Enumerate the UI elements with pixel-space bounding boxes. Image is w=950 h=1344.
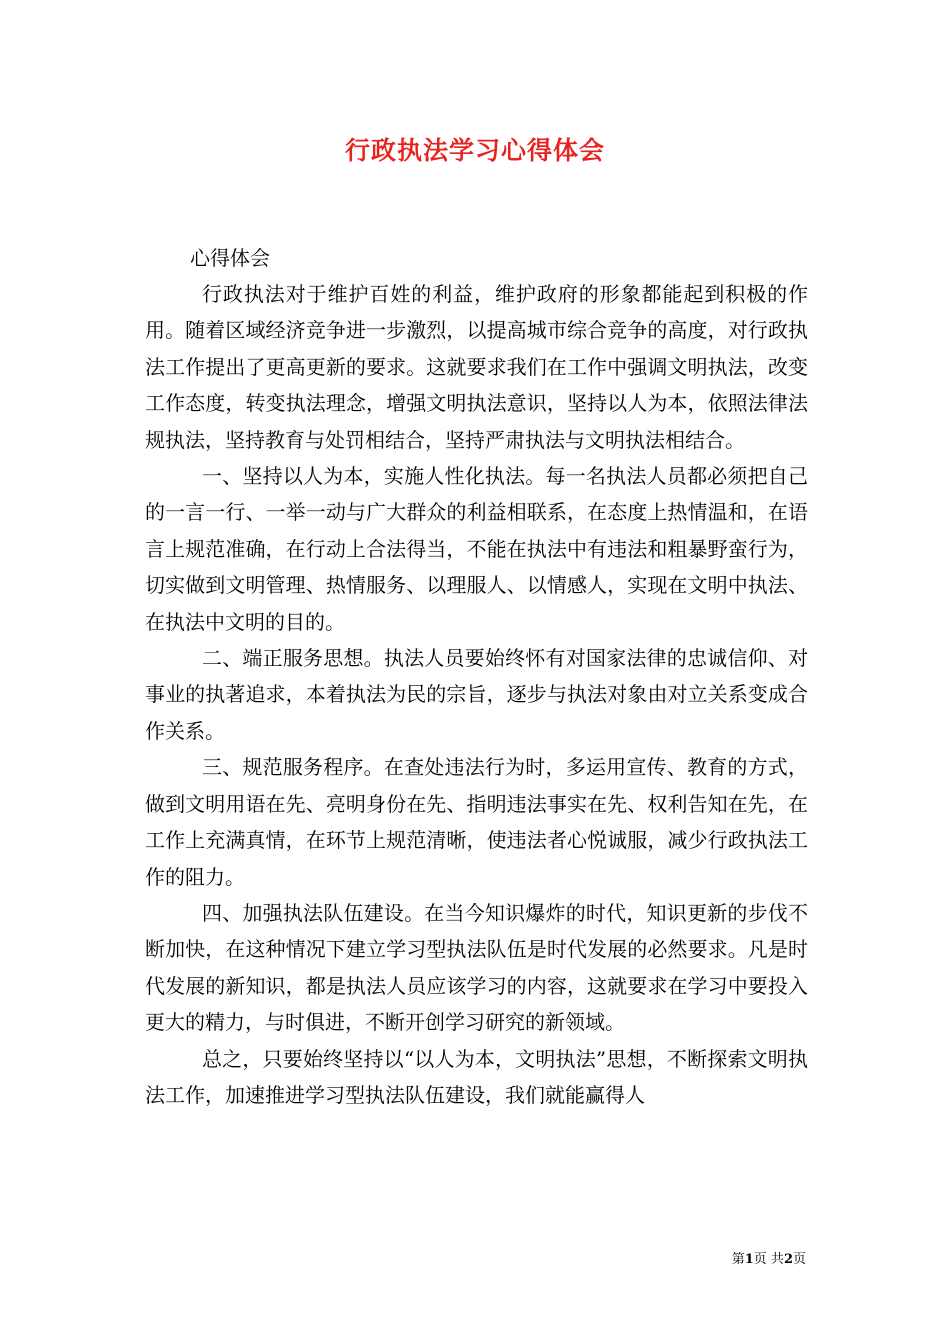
page-number-footer — [732, 1248, 806, 1267]
footer-suffix: 页 — [792, 1252, 806, 1267]
paragraph-point-two: 二、端正服务思想。执法人员要始终怀有对国家法律的忠诚信仰、对事业的执著追求，本着执法为民的宗旨，逐步与执法对象由对立关系变成合作关系。 — [145, 646, 808, 743]
footer-prefix: 第 — [731, 1252, 745, 1267]
paragraph-point-one: 一、坚持以人为本，实施人性化执法。每一名执法人员都必须把自己的一言一行、一举一动与广大群众的利益相联系，在态度上热情温和，在语言上规范准确，在行动上合法得当，不能在执法中有违法和粗暴野蛮行为，切实做到文明管理、热情服务、以理服人、以情感人，实现在文明中执法、在执法中文明的目的。 — [145, 464, 808, 634]
footer-total-pages: 2 — [783, 1252, 793, 1267]
document-subtitle: 心得体会 — [190, 246, 270, 270]
document-title: 行政执法学习心得体会 — [344, 136, 605, 165]
footer-middle: 页 共 — [753, 1252, 784, 1267]
paragraph-conclusion: 总之，只要始终坚持以“以人为本，文明执法”思想，不断探索文明执法工作，加速推进学习型执法队伍建设，我们就能赢得人 — [145, 1046, 808, 1107]
paragraph-intro: 行政执法对于维护百姓的利益，维护政府的形象都能起到积极的作用。随着区域经济竞争进一步激烈，以提高城市综合竞争的高度，对行政执法工作提出了更高更新的要求。这就要求我们在工作中强调文明执法，改变工作态度，转变执法理念，增强文明执法意识，坚持以人为本，依照法律法规执法，坚持教育与处罚相结合，坚持严肃执法与文明执法相结合。 — [145, 282, 808, 452]
document-body — [145, 240, 808, 1113]
paragraph-point-three: 三、规范服务程序。在查处违法行为时，多运用宣传、教育的方式，做到文明用语在先、亮明身份在先、指明违法事实在先、权利告知在先，在工作上充满真情，在环节上规范清晰，使违法者心悦诚服，减少行政执法工作的阻力。 — [145, 755, 808, 889]
paragraph-point-four: 四、加强执法队伍建设。在当今知识爆炸的时代，知识更新的步伐不断加快，在这种情况下建立学习型执法队伍是时代发展的必然要求。凡是时代发展的新知识，都是执法人员应该学习的内容，这就要求在学习中要投入更大的精力，与时俱进，不断开创学习研究的新领域。 — [145, 900, 808, 1035]
footer-current-page: 1 — [744, 1252, 754, 1267]
